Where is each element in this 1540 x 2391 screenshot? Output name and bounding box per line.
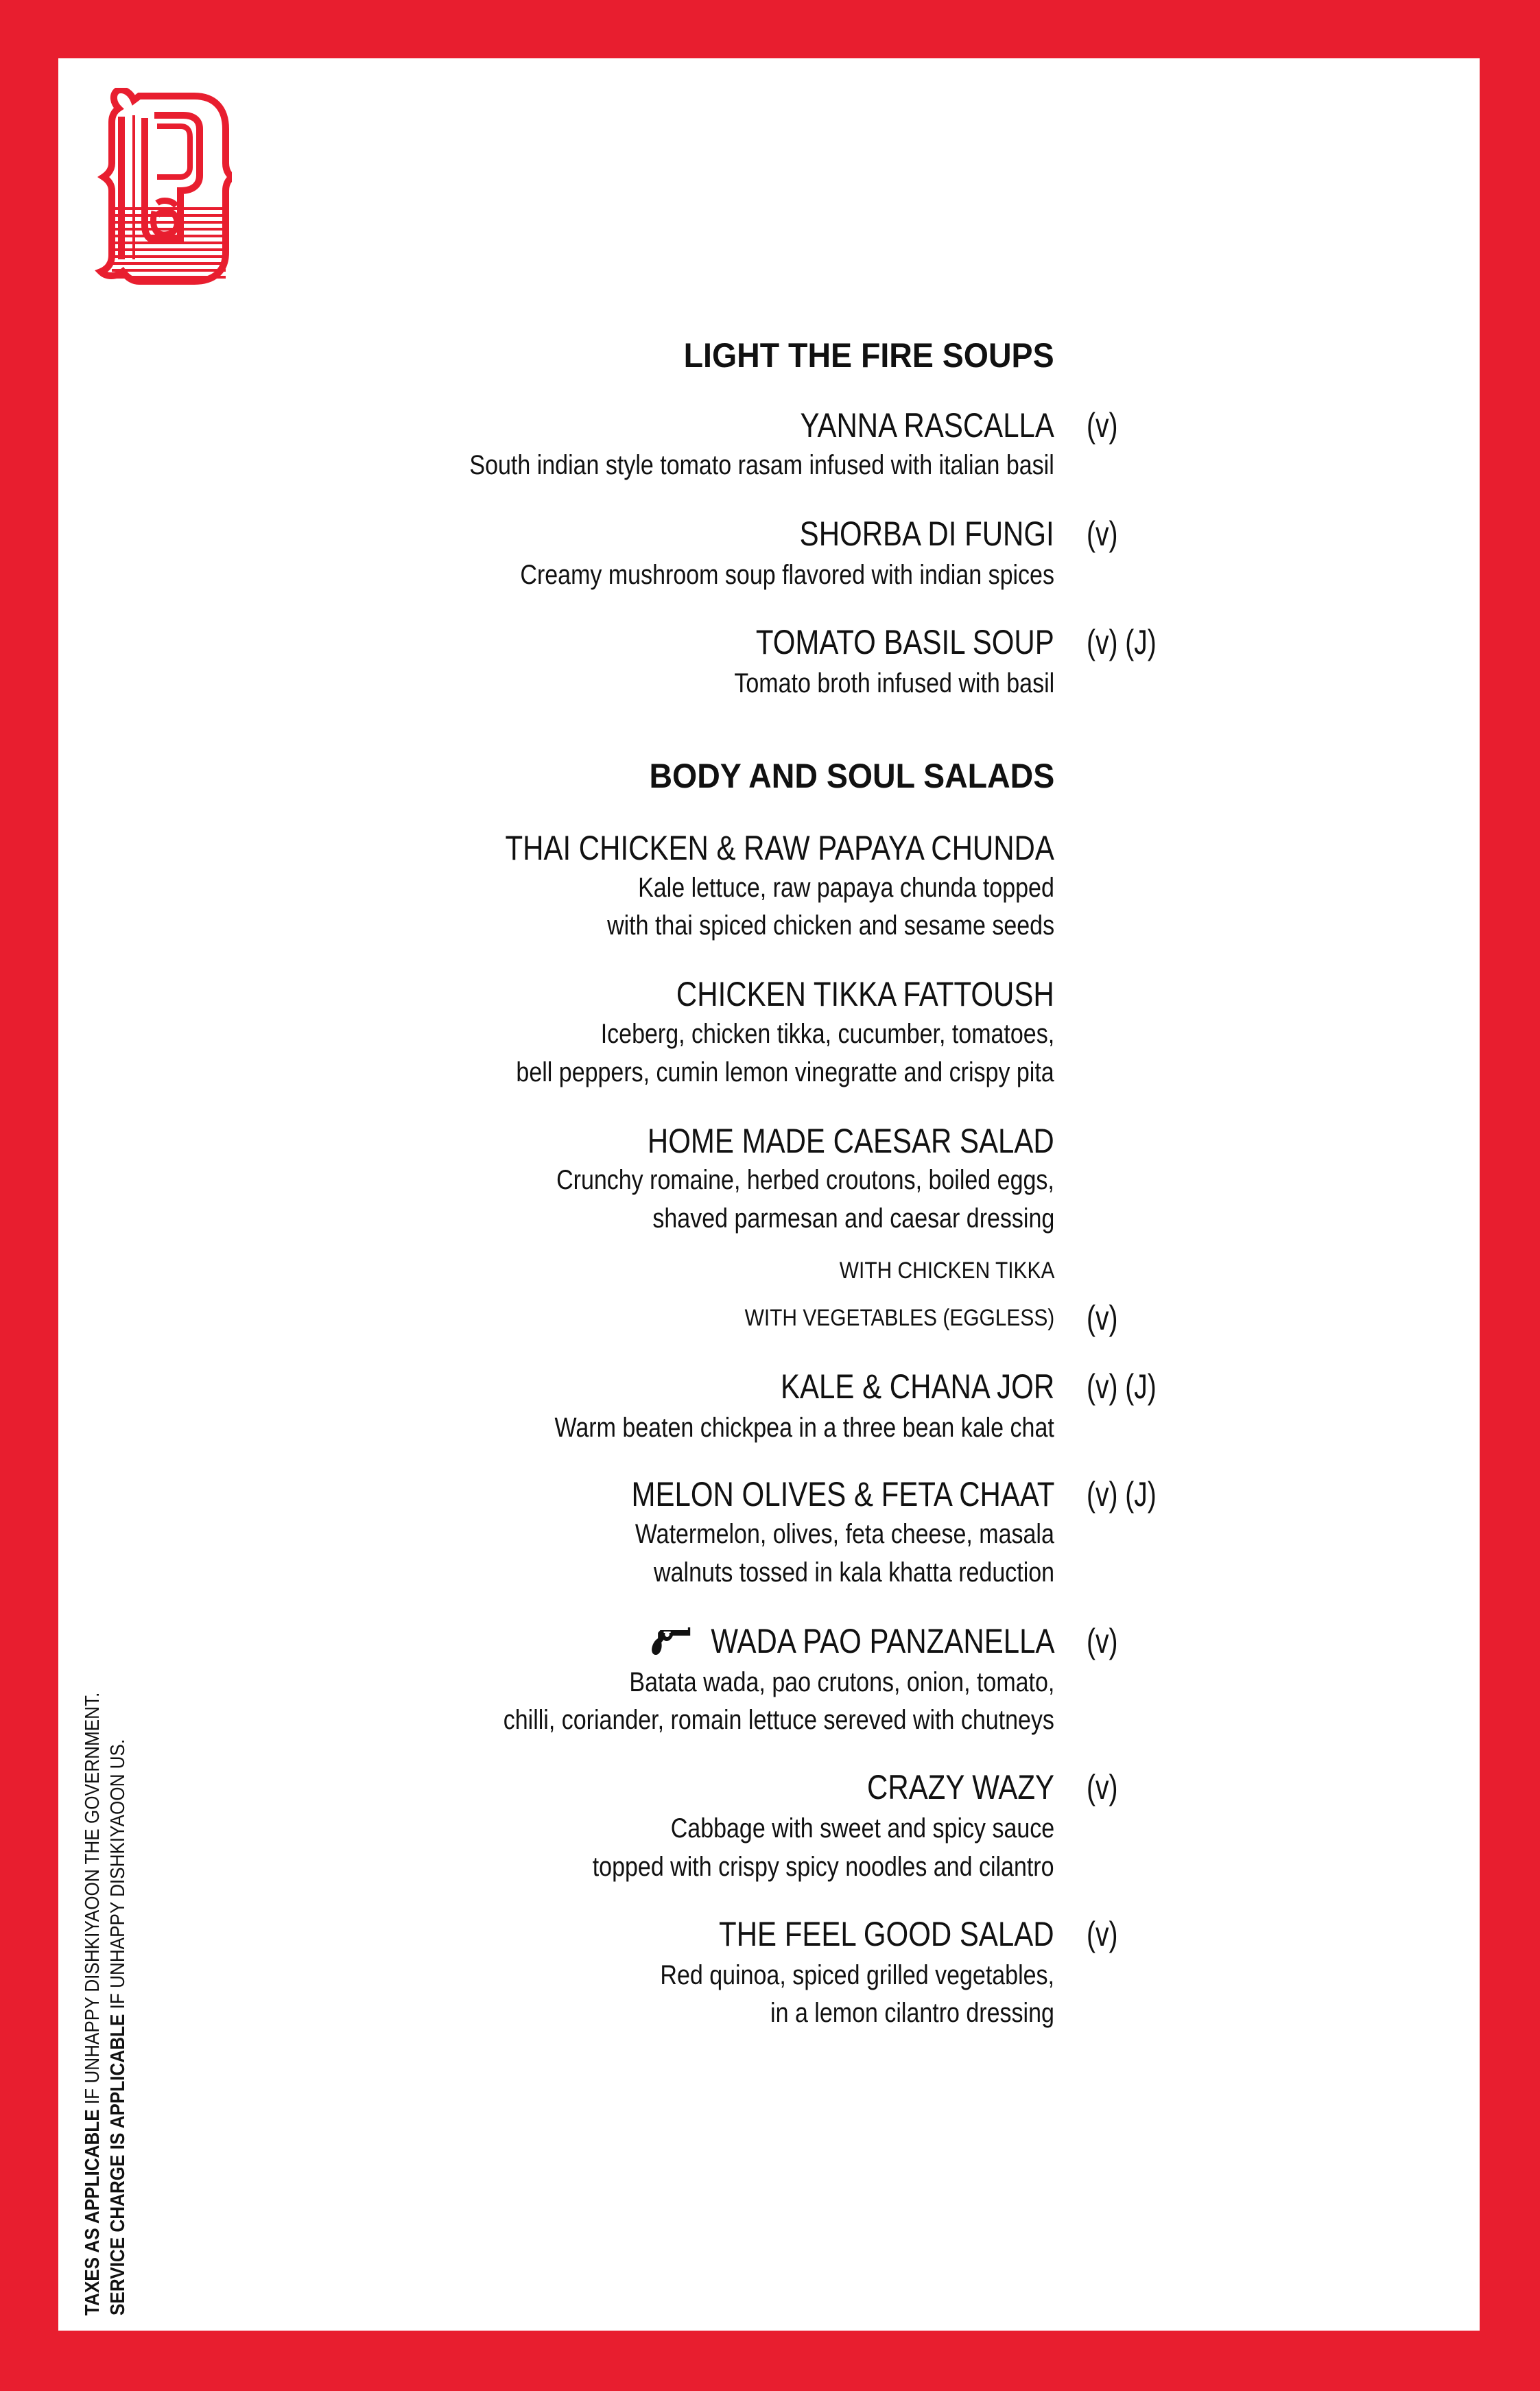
diet-tags: (v) (J) — [1087, 623, 1157, 661]
diet-tags: (v) — [1087, 1622, 1118, 1660]
menu-item-description: South indian style tomato rasam infused with italian basil — [469, 450, 1054, 480]
tax-note-text: IF UNHAPPY DISHKIYAOON THE GOVERNMENT. — [82, 1692, 104, 2110]
service-charge-note — [106, 1693, 131, 2316]
menu-item-description: Red quinoa, spiced grilled vegetables, — [660, 1960, 1054, 1990]
menu-item-description: Warm beaten chickpea in a three bean kale chat — [554, 1413, 1054, 1443]
menu-item-description: chilli, coriander, romain lettuce sereved with chutneys — [503, 1705, 1054, 1735]
diet-tags: (v) (J) — [1087, 1367, 1157, 1406]
diet-tags: (v) — [1087, 515, 1118, 553]
menu-item-description: Iceberg, chicken tikka, cucumber, tomatoes, — [600, 1019, 1054, 1049]
menu-item-description: Kale lettuce, raw papaya chunda topped — [638, 873, 1054, 903]
menu-item-name: KALE & CHANA JOR — [780, 1367, 1054, 1406]
service-note-text: IF UNHAPPY DISHKIYAOON US. — [107, 1739, 129, 2014]
menu-item-with-icon — [650, 1621, 1054, 1662]
menu-item-description: Tomato broth infused with basil — [734, 668, 1054, 698]
menu-item-variant: WITH VEGETABLES (EGGLESS) — [744, 1305, 1054, 1331]
menu-item-name: TOMATO BASIL SOUP — [756, 623, 1054, 661]
diet-tags: (v) — [1087, 406, 1118, 445]
menu-item-name: MELON OLIVES & FETA CHAAT — [631, 1475, 1054, 1513]
revolver-icon — [650, 1626, 691, 1656]
menu-item-description: topped with crispy spicy noodles and cilantro — [593, 1852, 1054, 1882]
menu-item-name: CRAZY WAZY — [866, 1768, 1054, 1806]
tax-note — [80, 1693, 106, 2316]
menu-item-description: bell peppers, cumin lemon vinegratte and crispy pita — [516, 1057, 1054, 1087]
tax-service-note — [80, 1623, 131, 2316]
menu-item-name: THE FEEL GOOD SALAD — [719, 1915, 1054, 1953]
diet-tags: (v) — [1087, 1768, 1118, 1806]
diet-tags: (v) — [1087, 1915, 1118, 1953]
menu-item-name: CHICKEN TIKKA FATTOUSH — [676, 975, 1054, 1013]
diet-tags: (v) — [1087, 1299, 1118, 1337]
menu-item-name: YANNA RASCALLA — [800, 406, 1054, 445]
menu-item-description: walnuts tossed in kala khatta reduction — [653, 1557, 1054, 1588]
menu-item-description: Batata wada, pao crutons, onion, tomato, — [629, 1667, 1054, 1697]
menu-item-name: THAI CHICKEN & RAW PAPAYA CHUNDA — [505, 829, 1054, 867]
menu-item-description: Watermelon, olives, feta cheese, masala — [635, 1519, 1054, 1549]
section-title-salads: BODY AND SOUL SALADS — [649, 757, 1054, 795]
diet-tags: (v) (J) — [1087, 1475, 1157, 1513]
menu-item-name: WADA PAO PANZANELLA — [710, 1622, 1054, 1660]
menu-item-description: Crunchy romaine, herbed croutons, boiled eggs, — [556, 1165, 1054, 1195]
menu-item-description: Cabbage with sweet and spicy sauce — [670, 1813, 1054, 1844]
menu-item-name: SHORBA DI FUNGI — [799, 515, 1054, 553]
menu-item-description: Creamy mushroom soup flavored with indian spices — [520, 560, 1054, 590]
menu-item-description: shaved parmesan and caesar dressing — [652, 1203, 1054, 1234]
service-note-bold: SERVICE CHARGE IS APPLICABLE — [107, 2014, 129, 2316]
section-title-soups: LIGHT THE FIRE SOUPS — [684, 336, 1054, 375]
menu-item-description: in a lemon cilantro dressing — [770, 1998, 1054, 2028]
menu-item-name: HOME MADE CAESAR SALAD — [648, 1122, 1054, 1160]
monogram-logo-icon — [91, 88, 232, 287]
tax-note-bold: TAXES AS APPLICABLE — [82, 2109, 104, 2316]
menu-item-description: with thai spiced chicken and sesame seeds — [606, 910, 1054, 941]
menu-item-variant: WITH CHICKEN TIKKA — [839, 1258, 1054, 1284]
